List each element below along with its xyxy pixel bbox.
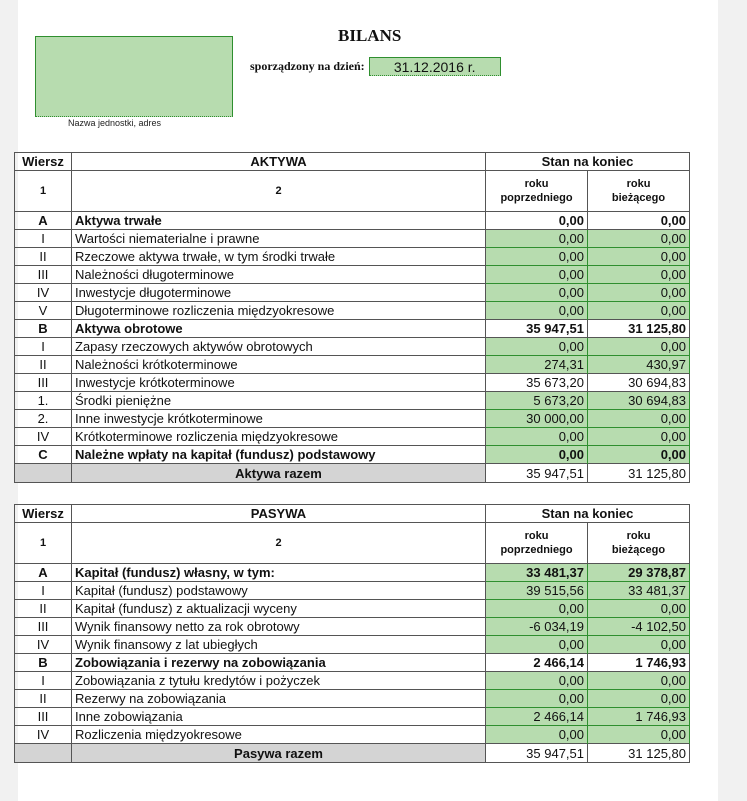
row-id: IV [15, 284, 72, 302]
table-row [15, 618, 690, 636]
row-value-prev[interactable]: 2 466,14 [486, 708, 588, 726]
document-title: BILANS [338, 26, 402, 45]
liabilities-table [14, 504, 690, 763]
row-value-curr[interactable]: 0,00 [588, 410, 690, 428]
row-label: Inwestycje krótkoterminowe [72, 374, 486, 392]
row-id: III [15, 618, 72, 636]
total-label: Aktywa razem [72, 464, 486, 483]
table-row [15, 600, 690, 618]
row-value-prev[interactable]: 33 481,37 [486, 564, 588, 582]
row-id: V [15, 302, 72, 320]
unit-name-label: Nazwa jednostki, adres [68, 118, 162, 128]
col-header-row: Wiersz [15, 505, 72, 523]
row-id: A [15, 564, 72, 582]
col-header-curr-year [588, 171, 690, 212]
row-label: Rezerwy na zobowiązania [72, 690, 486, 708]
row-id: 2. [15, 410, 72, 428]
row-value-curr[interactable]: 0,00 [588, 302, 690, 320]
row-value-prev[interactable]: 0,00 [486, 284, 588, 302]
row-label: Środki pieniężne [72, 392, 486, 410]
row-label: Inne zobowiązania [72, 708, 486, 726]
table-row [15, 654, 690, 672]
row-value-curr: 31 125,80 [588, 320, 690, 338]
row-value-curr[interactable]: 0,00 [588, 338, 690, 356]
row-value-prev[interactable]: -6 034,19 [486, 618, 588, 636]
row-id: II [15, 690, 72, 708]
total-empty-cell [15, 464, 72, 483]
row-value-prev: 35 947,51 [486, 320, 588, 338]
total-row [15, 744, 690, 763]
date-field[interactable]: 31.12.2016 r. [369, 57, 501, 76]
row-value-curr[interactable]: 0,00 [588, 446, 690, 464]
row-label: Wynik finansowy z lat ubiegłych [72, 636, 486, 654]
table-row [15, 302, 690, 320]
col-header-curr-year [588, 523, 690, 564]
total-value-prev: 35 947,51 [486, 744, 588, 763]
row-label: Inwestycje długoterminowe [72, 284, 486, 302]
row-value-curr[interactable]: 0,00 [588, 600, 690, 618]
row-id: I [15, 338, 72, 356]
table-row [15, 374, 690, 392]
row-id: IV [15, 636, 72, 654]
row-id: A [15, 212, 72, 230]
assets-table [14, 152, 690, 483]
table-row [15, 708, 690, 726]
col-header-row: Wiersz [15, 153, 72, 171]
table-row [15, 320, 690, 338]
date-label: sporządzony na dzień: [250, 58, 365, 73]
col-curr-line1: roku [626, 530, 651, 542]
row-id: IV [15, 726, 72, 744]
col-header-state: Stan na koniec [486, 153, 690, 171]
row-id: III [15, 708, 72, 726]
row-value-prev[interactable]: 5 673,20 [486, 392, 588, 410]
col-number-1: 1 [15, 523, 72, 564]
table-row [15, 726, 690, 744]
row-value-curr[interactable]: -4 102,50 [588, 618, 690, 636]
row-value-curr[interactable]: 30 694,83 [588, 392, 690, 410]
row-value-prev[interactable]: 0,00 [486, 600, 588, 618]
row-label: Należne wpłaty na kapitał (fundusz) podstawowy [72, 446, 486, 464]
row-value-curr[interactable]: 0,00 [588, 726, 690, 744]
row-value-curr[interactable]: 0,00 [588, 266, 690, 284]
row-label: Inne inwestycje krótkoterminowe [72, 410, 486, 428]
row-value-curr[interactable]: 0,00 [588, 672, 690, 690]
row-value-curr[interactable]: 0,00 [588, 636, 690, 654]
total-value-curr: 31 125,80 [588, 464, 690, 483]
unit-name-field[interactable] [35, 36, 233, 117]
total-empty-cell [15, 744, 72, 763]
row-value-curr[interactable]: 0,00 [588, 690, 690, 708]
row-label: Aktywa obrotowe [72, 320, 486, 338]
date-row [250, 55, 501, 77]
row-id: C [15, 446, 72, 464]
row-value-curr[interactable]: 0,00 [588, 230, 690, 248]
total-row [15, 464, 690, 483]
row-value-curr: 1 746,93 [588, 654, 690, 672]
row-label: Długoterminowe rozliczenia międzyokresowe [72, 302, 486, 320]
liabilities-rows [15, 564, 690, 763]
row-id: I [15, 230, 72, 248]
total-label: Pasywa razem [72, 744, 486, 763]
row-label: Kapitał (fundusz) własny, w tym: [72, 564, 486, 582]
row-value-prev[interactable]: 0,00 [486, 672, 588, 690]
row-value-prev[interactable]: 0,00 [486, 428, 588, 446]
table-row [15, 248, 690, 266]
row-value-curr[interactable]: 0,00 [588, 248, 690, 266]
table-row [15, 392, 690, 410]
assets-rows [15, 212, 690, 483]
table-row [15, 582, 690, 600]
row-label: Wynik finansowy netto za rok obrotowy [72, 618, 486, 636]
row-value-prev[interactable]: 0,00 [486, 726, 588, 744]
row-label: Rzeczowe aktywa trwałe, w tym środki trwałe [72, 248, 486, 266]
row-id: III [15, 374, 72, 392]
table-row [15, 428, 690, 446]
row-label: Zapasy rzeczowych aktywów obrotowych [72, 338, 486, 356]
row-label: Należności krótkoterminowe [72, 356, 486, 374]
row-value-prev[interactable]: 0,00 [486, 248, 588, 266]
table-row [15, 212, 690, 230]
col-number-2: 2 [72, 171, 486, 212]
row-label: Zobowiązania z tytułu kredytów i pożyczek [72, 672, 486, 690]
row-value-curr[interactable]: 1 746,93 [588, 708, 690, 726]
row-value-prev: 0,00 [486, 212, 588, 230]
row-id: II [15, 356, 72, 374]
row-value-curr: 30 694,83 [588, 374, 690, 392]
row-value-prev[interactable]: 0,00 [486, 446, 588, 464]
table-row [15, 672, 690, 690]
row-value-prev[interactable]: 0,00 [486, 302, 588, 320]
row-value-prev: 2 466,14 [486, 654, 588, 672]
row-value-curr[interactable]: 430,97 [588, 356, 690, 374]
row-label: Zobowiązania i rezerwy na zobowiązania [72, 654, 486, 672]
table-row [15, 446, 690, 464]
col-header-prev-year [486, 171, 588, 212]
total-value-curr: 31 125,80 [588, 744, 690, 763]
row-value-prev[interactable]: 0,00 [486, 266, 588, 284]
row-value-curr[interactable]: 33 481,37 [588, 582, 690, 600]
col-prev-line1: roku [524, 530, 549, 542]
col-header-assets: AKTYWA [72, 153, 486, 171]
row-id: II [15, 248, 72, 266]
col-prev-line1: roku [524, 178, 549, 190]
row-value-curr[interactable]: 0,00 [588, 428, 690, 446]
table-row [15, 230, 690, 248]
row-id: III [15, 266, 72, 284]
col-number-2: 2 [72, 523, 486, 564]
row-id: B [15, 654, 72, 672]
col-curr-line1: roku [626, 178, 651, 190]
table-row [15, 284, 690, 302]
row-value-prev[interactable]: 30 000,00 [486, 410, 588, 428]
row-label: Wartości niematerialne i prawne [72, 230, 486, 248]
col-curr-line2: bieżącego [611, 544, 666, 556]
row-value-prev: 35 673,20 [486, 374, 588, 392]
table-row [15, 690, 690, 708]
table-row [15, 356, 690, 374]
row-id: IV [15, 428, 72, 446]
row-label: Aktywa trwałe [72, 212, 486, 230]
row-value-curr[interactable]: 29 378,87 [588, 564, 690, 582]
row-id: B [15, 320, 72, 338]
row-label: Rozliczenia międzyokresowe [72, 726, 486, 744]
row-id: I [15, 672, 72, 690]
row-value-prev[interactable]: 39 515,56 [486, 582, 588, 600]
row-value-curr: 0,00 [588, 212, 690, 230]
table-row [15, 564, 690, 582]
table-row [15, 410, 690, 428]
table-row [15, 338, 690, 356]
row-label: Kapitał (fundusz) z aktualizacji wyceny [72, 600, 486, 618]
row-value-prev[interactable]: 0,00 [486, 636, 588, 654]
col-header-state: Stan na koniec [486, 505, 690, 523]
col-curr-line2: bieżącego [611, 192, 666, 204]
row-value-prev[interactable]: 274,31 [486, 356, 588, 374]
row-label: Kapitał (fundusz) podstawowy [72, 582, 486, 600]
row-value-prev[interactable]: 0,00 [486, 690, 588, 708]
row-label: Krótkoterminowe rozliczenia międzyokresowe [72, 428, 486, 446]
col-prev-line2: poprzedniego [500, 192, 573, 204]
row-value-curr[interactable]: 0,00 [588, 284, 690, 302]
col-prev-line2: poprzedniego [500, 544, 573, 556]
row-value-prev[interactable]: 0,00 [486, 338, 588, 356]
row-value-prev[interactable]: 0,00 [486, 230, 588, 248]
row-label: Należności długoterminowe [72, 266, 486, 284]
col-header-prev-year [486, 523, 588, 564]
total-value-prev: 35 947,51 [486, 464, 588, 483]
col-number-1: 1 [15, 171, 72, 212]
row-id: 1. [15, 392, 72, 410]
row-id: I [15, 582, 72, 600]
table-row [15, 636, 690, 654]
col-header-liabilities: PASYWA [72, 505, 486, 523]
row-id: II [15, 600, 72, 618]
table-row [15, 266, 690, 284]
